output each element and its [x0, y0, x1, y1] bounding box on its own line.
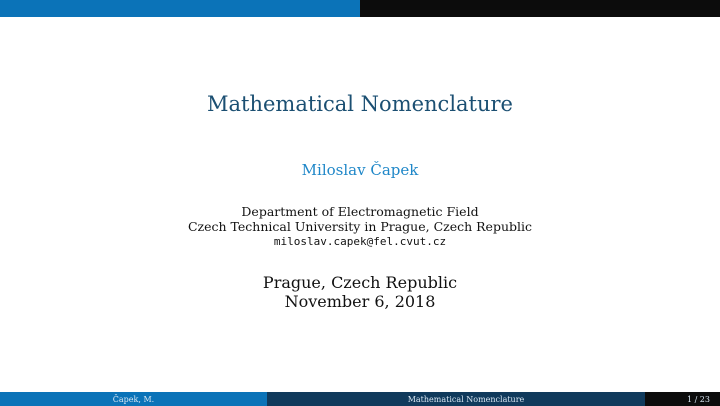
presentation-place: Prague, Czech Republic	[262, 273, 458, 292]
top-header-bar	[0, 0, 720, 17]
presentation-title: Mathematical Nomenclature	[207, 92, 513, 116]
institute-department: Department of Electromagnetic Field	[241, 204, 479, 219]
footer-author: Čapek, M.	[0, 392, 267, 406]
footer-title: Mathematical Nomenclature	[267, 392, 645, 406]
author-name: Miloslav Čapek	[301, 161, 419, 179]
footer-bar	[0, 392, 720, 406]
author-email: miloslav.capek@fel.cvut.cz	[273, 235, 447, 248]
institute-university: Czech Technical University in Prague, Czech Republic	[187, 219, 533, 234]
top-bar-black-segment	[360, 0, 720, 17]
top-bar-blue-segment	[0, 0, 360, 17]
presentation-date: November 6, 2018	[284, 292, 436, 311]
footer-page-number: 1 / 23	[645, 392, 720, 406]
